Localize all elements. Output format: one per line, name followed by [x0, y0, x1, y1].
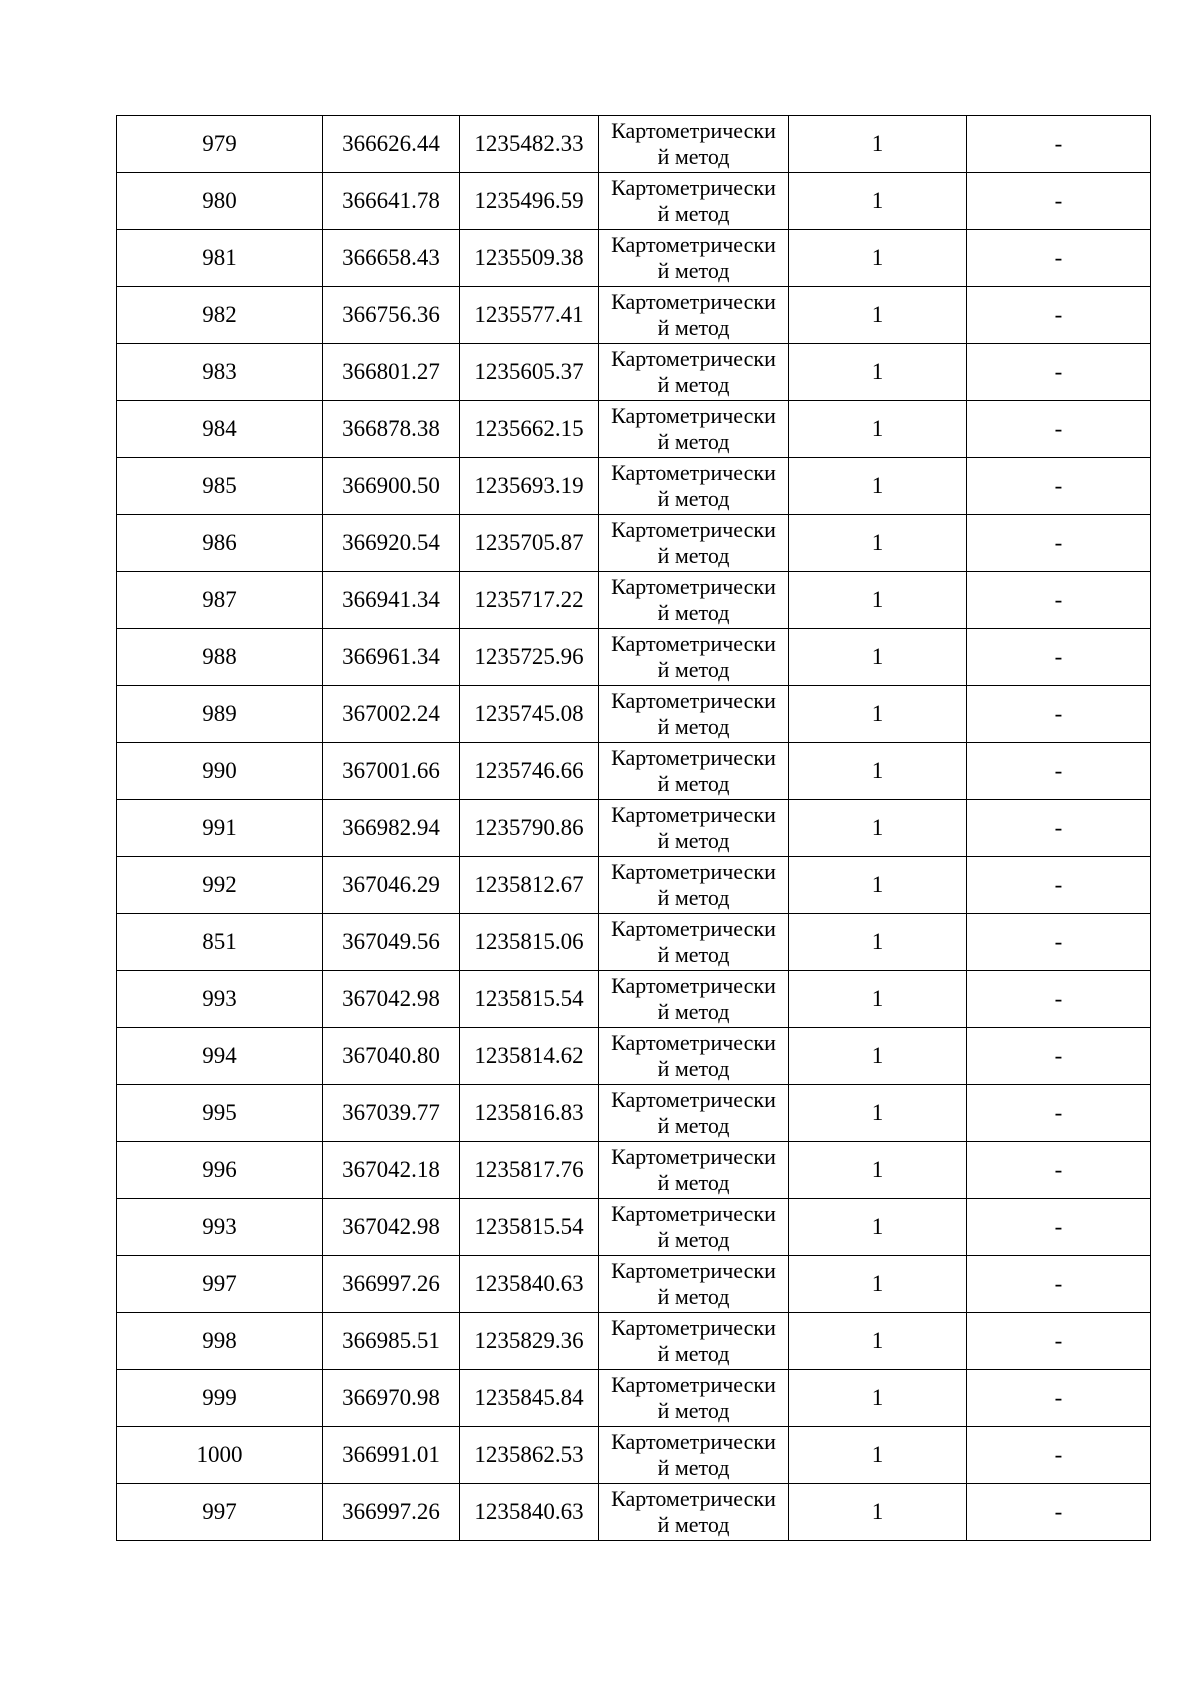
cell-point-number: 998 [117, 1313, 323, 1370]
table-row [117, 116, 1151, 173]
cell-point-number: 992 [117, 857, 323, 914]
table-row [117, 743, 1151, 800]
table-row [117, 857, 1151, 914]
cell-method [599, 1427, 789, 1484]
cell-accuracy: 1 [789, 686, 967, 743]
cell-accuracy: 1 [789, 800, 967, 857]
cell-note: - [967, 629, 1151, 686]
cell-y-coordinate: 1235829.36 [460, 1313, 599, 1370]
cell-note: - [967, 572, 1151, 629]
cell-y-coordinate: 1235509.38 [460, 230, 599, 287]
cell-accuracy: 1 [789, 1313, 967, 1370]
method-text-line-2: й метод [657, 1227, 730, 1252]
cell-note: - [967, 1085, 1151, 1142]
cell-note: - [967, 1028, 1151, 1085]
cell-note: - [967, 914, 1151, 971]
cell-point-number: 988 [117, 629, 323, 686]
method-text-line-1: Картометрически [611, 574, 776, 599]
method-text-line-2: й метод [657, 1455, 730, 1480]
method-text-line-1: Картометрически [611, 1258, 776, 1283]
cell-method [599, 401, 789, 458]
cell-method [599, 515, 789, 572]
cell-x-coordinate: 367042.98 [323, 1199, 460, 1256]
cell-method [599, 116, 789, 173]
cell-x-coordinate: 367042.18 [323, 1142, 460, 1199]
cell-y-coordinate: 1235840.63 [460, 1256, 599, 1313]
cell-point-number: 980 [117, 173, 323, 230]
cell-accuracy: 1 [789, 1427, 967, 1484]
cell-y-coordinate: 1235790.86 [460, 800, 599, 857]
cell-x-coordinate: 366641.78 [323, 173, 460, 230]
cell-method [599, 686, 789, 743]
cell-note: - [967, 1427, 1151, 1484]
cell-method [599, 344, 789, 401]
cell-point-number: 981 [117, 230, 323, 287]
cell-point-number: 997 [117, 1256, 323, 1313]
method-text-line-1: Картометрически [611, 1201, 776, 1226]
cell-method [599, 1085, 789, 1142]
table-row [117, 1256, 1151, 1313]
cell-x-coordinate: 367039.77 [323, 1085, 460, 1142]
table-row [117, 1028, 1151, 1085]
cell-method [599, 1484, 789, 1541]
cell-x-coordinate: 367049.56 [323, 914, 460, 971]
table-row [117, 1484, 1151, 1541]
cell-method [599, 743, 789, 800]
cell-accuracy: 1 [789, 515, 967, 572]
cell-accuracy: 1 [789, 401, 967, 458]
cell-note: - [967, 1313, 1151, 1370]
method-text-line-1: Картометрически [611, 1429, 776, 1454]
cell-accuracy: 1 [789, 971, 967, 1028]
cell-method [599, 1313, 789, 1370]
cell-point-number: 987 [117, 572, 323, 629]
method-text-line-2: й метод [657, 1170, 730, 1195]
cell-y-coordinate: 1235717.22 [460, 572, 599, 629]
cell-y-coordinate: 1235746.66 [460, 743, 599, 800]
method-text-line-2: й метод [657, 201, 730, 226]
cell-accuracy: 1 [789, 743, 967, 800]
method-text-line-1: Картометрически [611, 688, 776, 713]
method-text-line-2: й метод [657, 486, 730, 511]
method-text-line-1: Картометрически [611, 175, 776, 200]
method-text-line-2: й метод [657, 885, 730, 910]
cell-y-coordinate: 1235725.96 [460, 629, 599, 686]
cell-method [599, 1028, 789, 1085]
cell-y-coordinate: 1235816.83 [460, 1085, 599, 1142]
cell-accuracy: 1 [789, 572, 967, 629]
cell-method [599, 458, 789, 515]
method-text-line-2: й метод [657, 657, 730, 682]
cell-note: - [967, 1484, 1151, 1541]
method-text-line-1: Картометрически [611, 1087, 776, 1112]
cell-note: - [967, 800, 1151, 857]
table-row [117, 1427, 1151, 1484]
cell-x-coordinate: 366941.34 [323, 572, 460, 629]
table-row [117, 686, 1151, 743]
cell-point-number: 851 [117, 914, 323, 971]
table-row [117, 1199, 1151, 1256]
cell-y-coordinate: 1235482.33 [460, 116, 599, 173]
method-text-line-1: Картометрически [611, 232, 776, 257]
cell-y-coordinate: 1235496.59 [460, 173, 599, 230]
table-row [117, 458, 1151, 515]
cell-note: - [967, 1199, 1151, 1256]
cell-method [599, 572, 789, 629]
cell-x-coordinate: 366970.98 [323, 1370, 460, 1427]
cell-y-coordinate: 1235693.19 [460, 458, 599, 515]
table-row [117, 914, 1151, 971]
method-text-line-2: й метод [657, 315, 730, 340]
cell-y-coordinate: 1235817.76 [460, 1142, 599, 1199]
cell-point-number: 996 [117, 1142, 323, 1199]
cell-accuracy: 1 [789, 1028, 967, 1085]
cell-note: - [967, 344, 1151, 401]
method-text-line-1: Картометрически [611, 1372, 776, 1397]
cell-method [599, 914, 789, 971]
method-text-line-2: й метод [657, 429, 730, 454]
method-text-line-2: й метод [657, 600, 730, 625]
method-text-line-2: й метод [657, 1113, 730, 1138]
method-text-line-2: й метод [657, 942, 730, 967]
cell-x-coordinate: 366658.43 [323, 230, 460, 287]
table-row [117, 344, 1151, 401]
table-row [117, 173, 1151, 230]
cell-method [599, 1370, 789, 1427]
cell-x-coordinate: 366756.36 [323, 287, 460, 344]
table-row [117, 230, 1151, 287]
method-text-line-1: Картометрически [611, 1315, 776, 1340]
method-text-line-2: й метод [657, 1341, 730, 1366]
cell-x-coordinate: 366961.34 [323, 629, 460, 686]
cell-x-coordinate: 366920.54 [323, 515, 460, 572]
cell-x-coordinate: 366900.50 [323, 458, 460, 515]
method-text-line-1: Картометрически [611, 745, 776, 770]
cell-method [599, 1199, 789, 1256]
cell-point-number: 994 [117, 1028, 323, 1085]
cell-accuracy: 1 [789, 173, 967, 230]
cell-note: - [967, 401, 1151, 458]
table-row [117, 1142, 1151, 1199]
cell-y-coordinate: 1235814.62 [460, 1028, 599, 1085]
cell-method [599, 230, 789, 287]
method-text-line-2: й метод [657, 1398, 730, 1423]
cell-y-coordinate: 1235605.37 [460, 344, 599, 401]
cell-method [599, 857, 789, 914]
cell-accuracy: 1 [789, 1256, 967, 1313]
cell-y-coordinate: 1235662.15 [460, 401, 599, 458]
cell-note: - [967, 1256, 1151, 1313]
cell-point-number: 993 [117, 971, 323, 1028]
cell-point-number: 983 [117, 344, 323, 401]
method-text-line-1: Картометрически [611, 1030, 776, 1055]
cell-x-coordinate: 366985.51 [323, 1313, 460, 1370]
method-text-line-2: й метод [657, 771, 730, 796]
cell-y-coordinate: 1235815.06 [460, 914, 599, 971]
cell-accuracy: 1 [789, 629, 967, 686]
table-row [117, 401, 1151, 458]
cell-y-coordinate: 1235577.41 [460, 287, 599, 344]
method-text-line-1: Картометрически [611, 802, 776, 827]
method-text-line-1: Картометрически [611, 460, 776, 485]
cell-note: - [967, 287, 1151, 344]
cell-point-number: 989 [117, 686, 323, 743]
method-text-line-2: й метод [657, 1284, 730, 1309]
method-text-line-1: Картометрически [611, 916, 776, 941]
table-row [117, 971, 1151, 1028]
cell-method [599, 287, 789, 344]
cell-accuracy: 1 [789, 458, 967, 515]
method-text-line-2: й метод [657, 372, 730, 397]
cell-x-coordinate: 366997.26 [323, 1484, 460, 1541]
cell-note: - [967, 515, 1151, 572]
cell-y-coordinate: 1235815.54 [460, 971, 599, 1028]
cell-note: - [967, 1142, 1151, 1199]
cell-x-coordinate: 367042.98 [323, 971, 460, 1028]
cell-x-coordinate: 366801.27 [323, 344, 460, 401]
method-text-line-2: й метод [657, 258, 730, 283]
table-row [117, 287, 1151, 344]
method-text-line-1: Картометрически [611, 973, 776, 998]
cell-y-coordinate: 1235845.84 [460, 1370, 599, 1427]
method-text-line-2: й метод [657, 543, 730, 568]
coordinates-table [116, 115, 1151, 1541]
cell-point-number: 990 [117, 743, 323, 800]
cell-method [599, 629, 789, 686]
cell-method [599, 800, 789, 857]
cell-accuracy: 1 [789, 1484, 967, 1541]
cell-accuracy: 1 [789, 1085, 967, 1142]
cell-y-coordinate: 1235815.54 [460, 1199, 599, 1256]
method-text-line-1: Картометрически [611, 118, 776, 143]
method-text-line-1: Картометрически [611, 403, 776, 428]
method-text-line-1: Картометрически [611, 289, 776, 314]
cell-accuracy: 1 [789, 287, 967, 344]
cell-point-number: 982 [117, 287, 323, 344]
cell-note: - [967, 971, 1151, 1028]
method-text-line-2: й метод [657, 1056, 730, 1081]
table-row [117, 1370, 1151, 1427]
cell-note: - [967, 230, 1151, 287]
cell-note: - [967, 857, 1151, 914]
cell-method [599, 173, 789, 230]
cell-accuracy: 1 [789, 344, 967, 401]
cell-x-coordinate: 366997.26 [323, 1256, 460, 1313]
cell-point-number: 984 [117, 401, 323, 458]
cell-method [599, 971, 789, 1028]
table-row [117, 1085, 1151, 1142]
cell-note: - [967, 116, 1151, 173]
cell-x-coordinate: 367046.29 [323, 857, 460, 914]
cell-method [599, 1256, 789, 1313]
cell-y-coordinate: 1235840.63 [460, 1484, 599, 1541]
cell-point-number: 997 [117, 1484, 323, 1541]
cell-point-number: 986 [117, 515, 323, 572]
method-text-line-2: й метод [657, 714, 730, 739]
cell-x-coordinate: 367002.24 [323, 686, 460, 743]
cell-x-coordinate: 367040.80 [323, 1028, 460, 1085]
cell-y-coordinate: 1235812.67 [460, 857, 599, 914]
cell-accuracy: 1 [789, 230, 967, 287]
cell-x-coordinate: 367001.66 [323, 743, 460, 800]
method-text-line-2: й метод [657, 1512, 730, 1537]
table-row [117, 515, 1151, 572]
cell-point-number: 1000 [117, 1427, 323, 1484]
cell-note: - [967, 743, 1151, 800]
cell-point-number: 999 [117, 1370, 323, 1427]
cell-accuracy: 1 [789, 1199, 967, 1256]
method-text-line-1: Картометрически [611, 517, 776, 542]
method-text-line-2: й метод [657, 999, 730, 1024]
cell-point-number: 993 [117, 1199, 323, 1256]
cell-x-coordinate: 366878.38 [323, 401, 460, 458]
cell-accuracy: 1 [789, 1142, 967, 1199]
cell-note: - [967, 173, 1151, 230]
cell-accuracy: 1 [789, 1370, 967, 1427]
cell-y-coordinate: 1235705.87 [460, 515, 599, 572]
cell-note: - [967, 458, 1151, 515]
method-text-line-2: й метод [657, 828, 730, 853]
method-text-line-1: Картометрически [611, 859, 776, 884]
cell-point-number: 979 [117, 116, 323, 173]
table-row [117, 800, 1151, 857]
cell-x-coordinate: 366626.44 [323, 116, 460, 173]
cell-note: - [967, 1370, 1151, 1427]
cell-method [599, 1142, 789, 1199]
method-text-line-1: Картометрически [611, 631, 776, 656]
cell-point-number: 995 [117, 1085, 323, 1142]
table-row [117, 572, 1151, 629]
cell-accuracy: 1 [789, 857, 967, 914]
method-text-line-2: й метод [657, 144, 730, 169]
table-row [117, 629, 1151, 686]
cell-point-number: 991 [117, 800, 323, 857]
method-text-line-1: Картометрически [611, 1486, 776, 1511]
cell-accuracy: 1 [789, 914, 967, 971]
cell-point-number: 985 [117, 458, 323, 515]
method-text-line-1: Картометрически [611, 346, 776, 371]
cell-x-coordinate: 366991.01 [323, 1427, 460, 1484]
coordinates-table-body [117, 116, 1151, 1541]
cell-y-coordinate: 1235862.53 [460, 1427, 599, 1484]
cell-x-coordinate: 366982.94 [323, 800, 460, 857]
cell-accuracy: 1 [789, 116, 967, 173]
cell-y-coordinate: 1235745.08 [460, 686, 599, 743]
table-row [117, 1313, 1151, 1370]
cell-note: - [967, 686, 1151, 743]
method-text-line-1: Картометрически [611, 1144, 776, 1169]
